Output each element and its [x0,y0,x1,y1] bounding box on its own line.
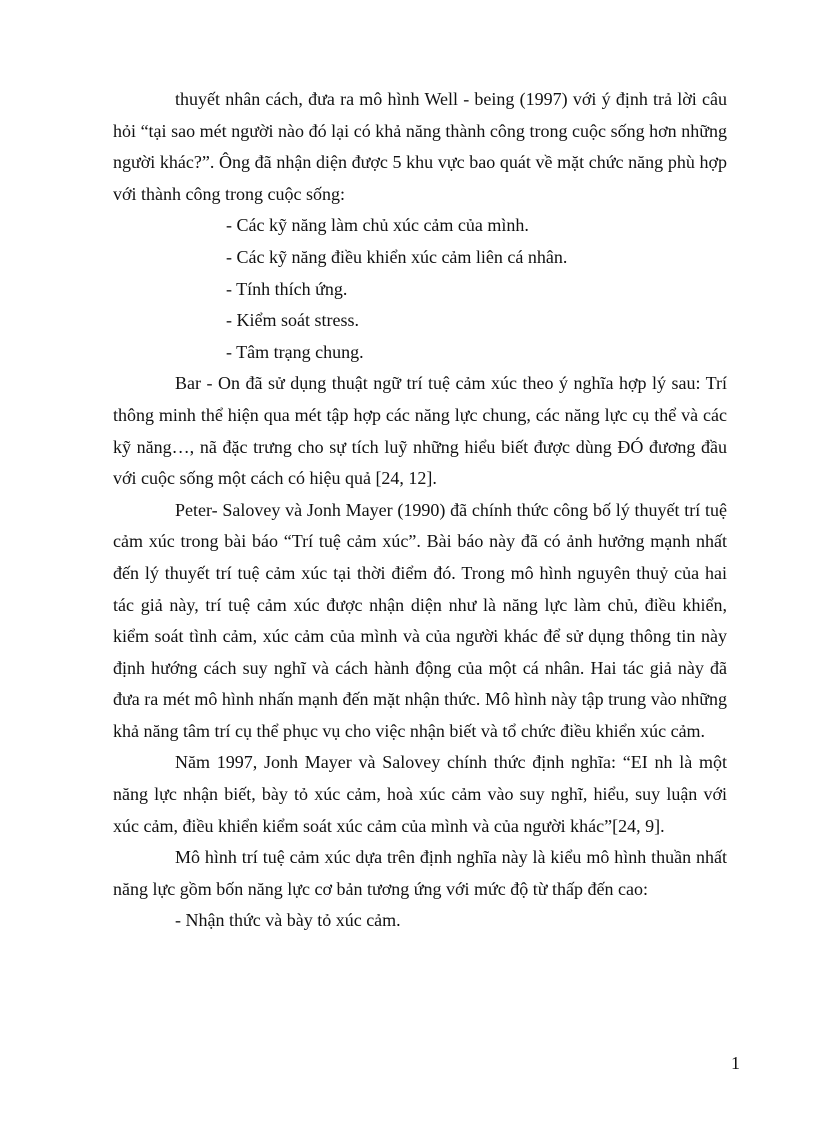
page-number: 1 [731,1053,740,1073]
list-item: - Tính thích ứng. [226,278,348,299]
paragraph-model: Mô hình trí tuệ cảm xúc dựa trên định nghĩa này là kiểu mô hình thuần nhất năng lực gồm bốn năng lực cơ bản tương ứng với mức độ từ thấp đến cao: [113,847,727,899]
paragraph-intro: thuyết nhân cách, đưa ra mô hình Well - being (1997) với ý định trả lời câu hỏi “tại sao mét người nào đó lại có khả năng thành công trong cuộc sống hơn những người khác?”. Ông đã nhận diện được 5 khu vực bao quát về mặt chức năng phù hợp với thành công trong cuộc sống: [113,89,727,204]
list-item: - Tâm trạng chung. [226,341,364,362]
paragraph-definition-1997: Năm 1997, Jonh Mayer và Salovey chính thức định nghĩa: “EI nh là một năng lực nhận biết, bày tỏ xúc cảm, hoà xúc cảm vào suy nghĩ, hiểu, suy luận với xúc cảm, điều khiển kiểm soát xúc cảm của mình và của người khác”[24, 9]. [113,752,727,836]
list-item: - Các kỹ năng điều khiển xúc cảm liên cá nhân. [226,246,568,267]
list-item: - Nhận thức và bày tỏ xúc cảm. [175,910,401,931]
body-text [113,84,727,937]
abilities-list [113,905,727,937]
list-item: - Kiểm soát stress. [226,310,359,331]
list-item: - Các kỹ năng làm chủ xúc cảm của mình. [226,215,529,236]
paragraph-bar-on: Bar - On đã sử dụng thuật ngữ trí tuệ cảm xúc theo ý nghĩa hợp lý sau: Trí thông minh thể hiện qua mét tập hợp các năng lực chung, các năng lực cụ thể và các kỹ năng…, nã đặc trưng cho sự tích luỹ những hiểu biết được dùng ĐÓ đương đầu với cuộc sống một cách có hiệu quả [24, 12]. [113,373,727,489]
paragraph-salovey-mayer-1990: Peter- Salovey và Jonh Mayer (1990) đã chính thức công bố lý thuyết trí tuệ cảm xúc trong bài báo “Trí tuệ cảm xúc”. Bài báo này đã có ảnh hưởng mạnh nhất đến lý thuyết trí tuệ cảm xúc tại thời điểm đó. Trong mô hình nguyên thuỷ của hai tác giả này, trí tuệ cảm xúc được nhận diện như là năng lực làm chủ, điều khiển, kiểm soát tình cảm, xúc cảm của mình và của người khác để sử dụng thông tin này định hướng cách suy nghĩ và cách hành động của một cá nhân. Hai tác giả này đã đưa ra mét mô hình nhấn mạnh đến mặt nhận thức. Mô hình này tập trung vào những khả năng tâm trí cụ thể phục vụ cho việc nhận biết và tổ chức điều khiển xúc cảm. [113,499,727,741]
functional-areas-list [113,210,727,368]
